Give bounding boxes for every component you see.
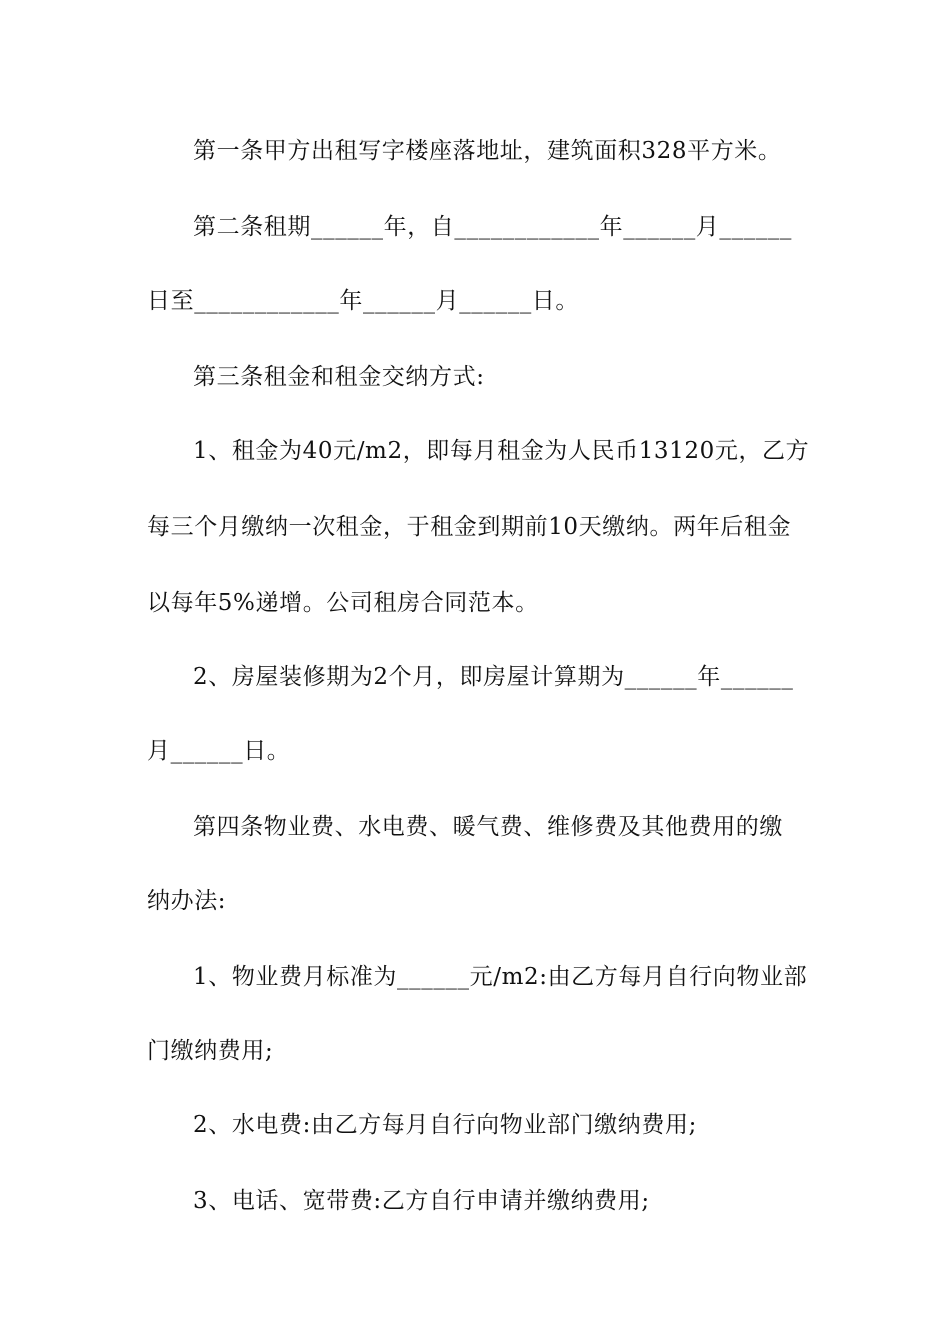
clause-4-item-3: 3、电话、宽带费:乙方自行申请并缴纳费用; [193, 1188, 650, 1214]
clause-3-item-2-line-1: 2、房屋装修期为2个月，即房屋计算期为______年______ [193, 664, 794, 690]
clause-4-item-1-line-2: 门缴纳费用; [147, 1038, 274, 1064]
clause-2-term-start: 第二条租期______年，自____________年______月______ [193, 214, 792, 240]
clause-3-item-2-line-2: 月______日。 [147, 738, 291, 764]
clause-2-term-end: 日至____________年______月______日。 [147, 288, 579, 314]
clause-3-heading: 第三条租金和租金交纳方式: [193, 364, 485, 390]
clause-4-item-2: 2、水电费:由乙方每月自行向物业部门缴纳费用; [193, 1112, 697, 1138]
clause-4-heading-line-1: 第四条物业费、水电费、暖气费、维修费及其他费用的缴 [193, 814, 783, 840]
clause-3-item-1-line-1: 1、租金为40元/m2，即每月租金为人民币13120元，乙方 [193, 438, 810, 464]
clause-3-item-1-line-2: 每三个月缴纳一次租金，于租金到期前10天缴纳。两年后租金 [147, 514, 792, 540]
clause-3-item-1-line-3: 以每年5%递增。公司租房合同范本。 [147, 590, 539, 616]
clause-4-heading-line-2: 纳办法: [147, 888, 227, 914]
clause-1-location: 第一条甲方出租写字楼座落地址，建筑面积328平方米。 [193, 138, 782, 164]
clause-4-item-1-line-1: 1、物业费月标准为______元/m2:由乙方每月自行向物业部 [193, 964, 808, 990]
